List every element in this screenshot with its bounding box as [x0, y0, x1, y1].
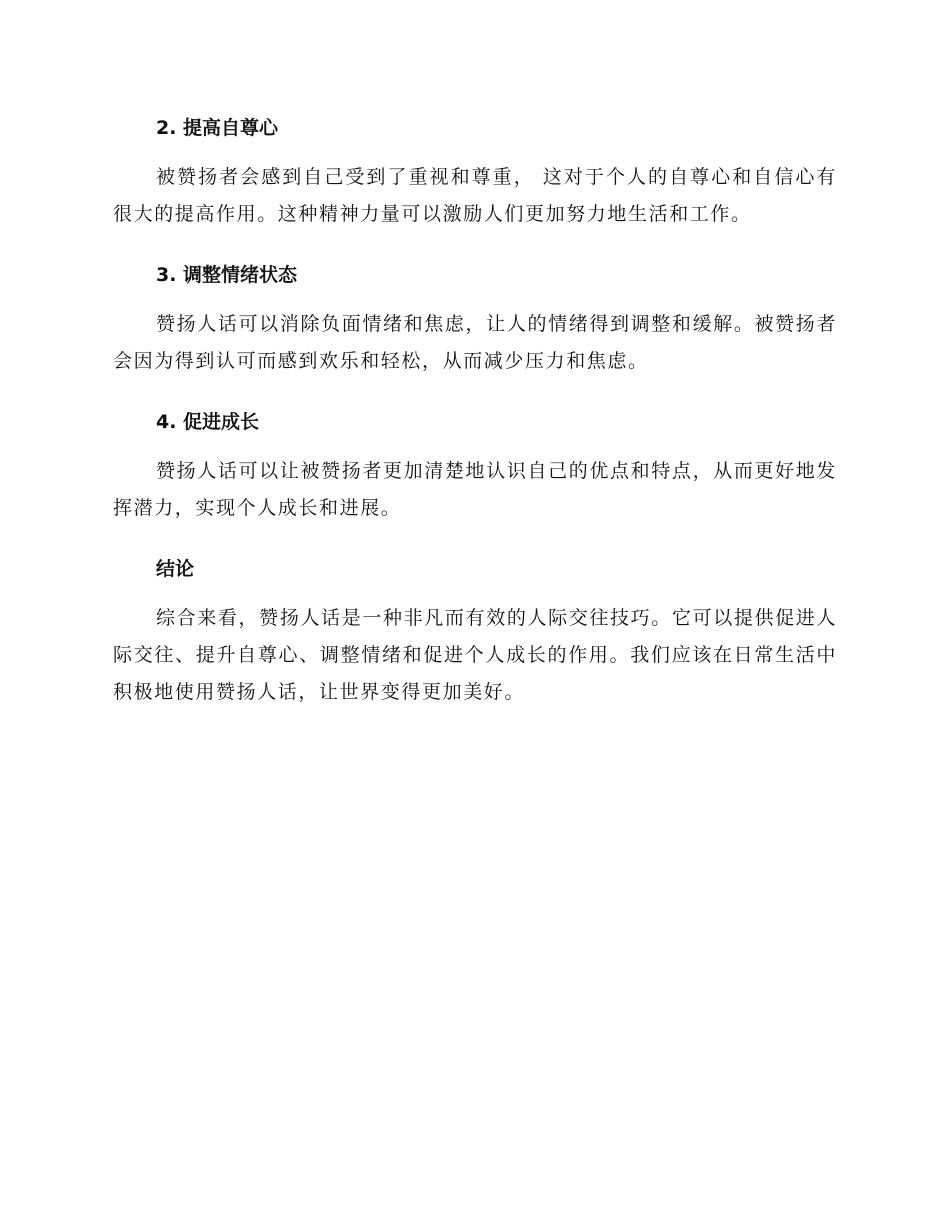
section-emotion [113, 255, 837, 380]
section-heading: 4. 促进成长 [156, 411, 260, 433]
document-page [113, 108, 837, 733]
section-self-esteem [113, 108, 837, 233]
section-paragraph: 赞扬人话可以消除负面情绪和焦虑，让人的情绪得到调整和缓解。被赞扬者会因为得到认可而感到欢乐和轻松，从而减少压力和焦虑。 [113, 313, 837, 372]
section-heading: 2. 提高自尊心 [156, 117, 279, 139]
section-paragraph: 赞扬人话可以让被赞扬者更加清楚地认识自己的优点和特点，从而更好地发挥潜力，实现个人成长和进展。 [113, 460, 837, 519]
section-heading: 结论 [156, 558, 195, 580]
section-heading: 3. 调整情绪状态 [156, 264, 298, 286]
section-paragraph: 被赞扬者会感到自己受到了重视和尊重， 这对于个人的自尊心和自信心有很大的提高作用。这种精神力量可以激励人们更加努力地生活和工作。 [113, 166, 837, 225]
section-growth [113, 402, 837, 527]
section-paragraph: 综合来看，赞扬人话是一种非凡而有效的人际交往技巧。它可以提供促进人际交往、提升自尊心、调整情绪和促进个人成长的作用。我们应该在日常生活中积极地使用赞扬人话，让世界变得更加美好。 [113, 607, 837, 703]
section-conclusion [113, 549, 837, 711]
